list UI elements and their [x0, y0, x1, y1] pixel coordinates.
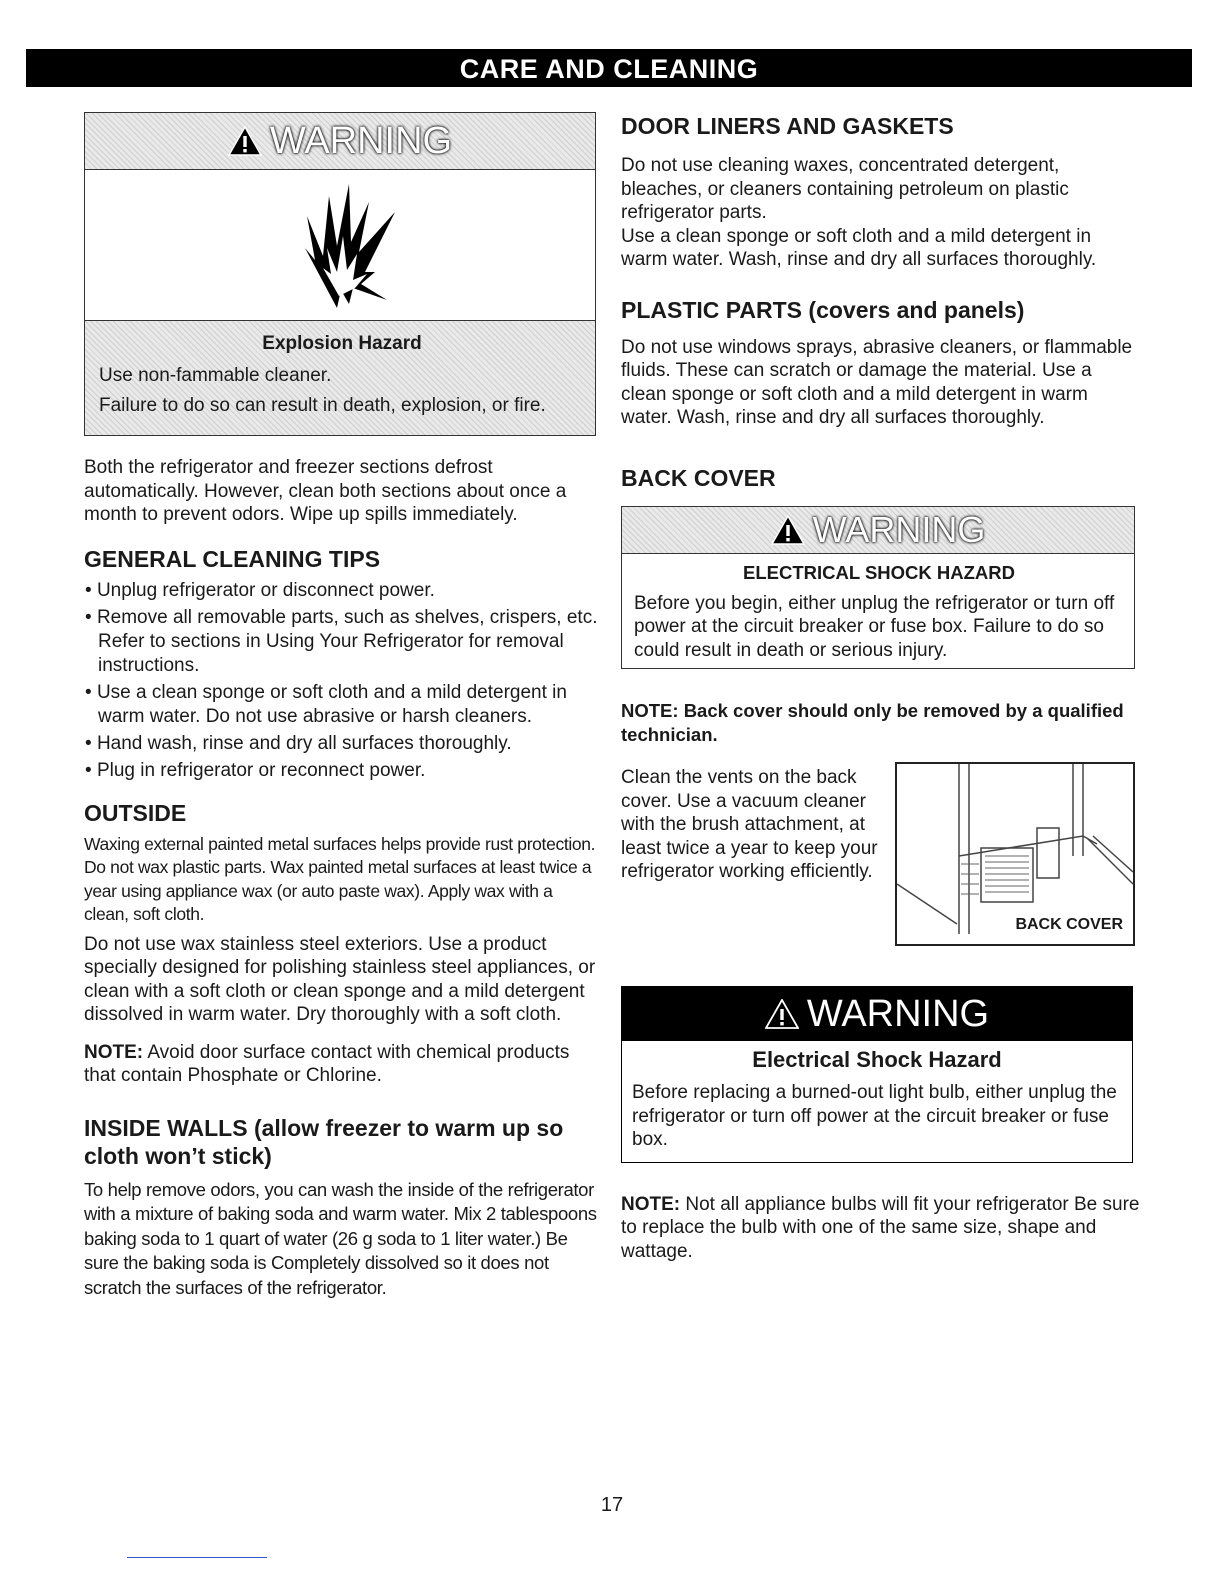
outside-paragraph-1: Waxing external painted metal surfaces helps provide rust protection. Do not wax plastic parts. Wax painted metal surfaces at least twice a year using appliance wax (or auto paste wax). Apply wax with a clean, soft cloth.	[84, 833, 596, 924]
hazard-title: Electrical Shock Hazard	[752, 1047, 1002, 1072]
outside-note	[84, 1041, 600, 1088]
list-item: • Plug in refrigerator or reconnect power.	[84, 759, 600, 783]
plastic-parts-heading: PLASTIC PARTS (covers and panels)	[621, 296, 1025, 323]
list-item: • Hand wash, rinse and dry all surfaces thoroughly.	[84, 732, 600, 756]
back-cover-figure	[895, 762, 1135, 946]
section-banner: CARE AND CLEANING	[26, 49, 1192, 87]
warning-triangle-icon	[228, 126, 262, 156]
warning-title: WARNING	[812, 508, 986, 550]
warning-header	[622, 507, 1134, 553]
bulb-warning-box	[621, 986, 1133, 1163]
warning-triangle-icon	[771, 515, 805, 545]
outside-heading: OUTSIDE	[84, 799, 187, 826]
plastic-parts-paragraph: Do not use windows sprays, abrasive cleaners, or flammable fluids. These can scratch or damage the material. Use a clean sponge or soft cloth and a mild detergent in warm water. Wash, rinse and dry all surfaces thoroughly.	[621, 336, 1133, 428]
back-cover-note: NOTE: Back cover should only be removed by a qualified technician.	[621, 700, 1124, 745]
warning-header	[622, 987, 1132, 1041]
hazard-title: ELECTRICAL SHOCK HAZARD	[742, 561, 1016, 583]
list-item: • Use a clean sponge or soft cloth and a mild detergent in warm water. Do not use abrasive or harsh cleaners.	[84, 681, 600, 729]
door-liners-paragraph-1: Do not use cleaning waxes, concentrated detergent, bleaches, or cleaners containing petroleum on plastic refrigerator parts.	[621, 155, 1069, 223]
figure-caption: BACK COVER	[1015, 916, 1123, 933]
page-number: 17	[600, 1494, 624, 1516]
footer-rule	[127, 1557, 267, 1558]
vents-section	[621, 766, 1141, 956]
general-tips-heading: GENERAL CLEANING TIPS	[84, 545, 381, 572]
warning-title: WARNING	[269, 120, 453, 162]
list-item: • Remove all removable parts, such as shelves, crispers, etc. Refer to sections in Using Your Refrigerator for removal instructions.	[84, 606, 600, 678]
door-liners-paragraph-2: Use a clean sponge or soft cloth and a mild detergent in warm water. Wash, rinse and dry all surfaces thoroughly.	[621, 225, 1097, 270]
warning-header	[85, 113, 595, 169]
warning-triangle-icon	[765, 999, 799, 1029]
explosion-icon	[257, 176, 417, 316]
list-item: • Unplug refrigerator or disconnect power.	[84, 579, 600, 603]
warning-body	[622, 553, 1134, 669]
warning-title: WARNING	[806, 993, 990, 1035]
left-column	[84, 112, 600, 1300]
warning-line: Use non-fammable cleaner.	[99, 365, 332, 386]
warning-line: Failure to do so can result in death, explosion, or fire.	[99, 395, 546, 416]
general-tips-list	[84, 579, 600, 783]
note-label: NOTE:	[84, 1041, 144, 1063]
back-cover-heading: BACK COVER	[621, 464, 776, 491]
back-cover-warning-box	[621, 506, 1135, 670]
note-text: Not all appliance bulbs will fit your refrigerator Be sure to replace the bulb with one of the same size, shape and wattage.	[621, 1193, 1140, 1262]
explosion-warning-text	[85, 321, 595, 435]
note-label: NOTE:	[621, 1193, 681, 1215]
explosion-pictogram-panel	[85, 169, 595, 321]
note-text: Avoid door surface contact with chemical products that contain Phosphate or Chlorine.	[84, 1041, 570, 1086]
intro-paragraph: Both the refrigerator and freezer sections defrost automatically. However, clean both sections about once a month to prevent odors. Wipe up spills immediately.	[84, 457, 567, 525]
bulb-note	[621, 1193, 1141, 1264]
door-liners-heading: DOOR LINERS AND GASKETS	[621, 113, 954, 139]
vents-paragraph: Clean the vents on the back cover. Use a vacuum cleaner with the brush attachment, at least twice a year to keep your refrigerator working efficiently.	[621, 767, 878, 882]
inside-walls-heading: INSIDE WALLS (allow freezer to warm up so cloth won’t stick)	[84, 1114, 564, 1169]
outside-paragraph-2: Do not use wax stainless steel exteriors. Use a product specially designed for polishing stainless steel appliances, or clean with a soft cloth or clean sponge and a mild detergent dissolved in warm water. Dry thoroughly with a soft cloth.	[84, 933, 596, 1025]
inside-walls-paragraph: To help remove odors, you can wash the inside of the refrigerator with a mixture of baking soda and warm water. Mix 2 tablespoons baking soda to 1 quart of water (26 g soda to 1 liter water.) Be sure the baking soda is Completely dissolved so it does not scratch the surfaces of the refrigerator.	[84, 1178, 597, 1298]
warning-text: Before replacing a burned-out light bulb, either unplug the refrigerator or turn off power at the circuit breaker or fuse box.	[632, 1082, 1117, 1150]
warning-body	[622, 1081, 1132, 1162]
hazard-title: Explosion Hazard	[262, 333, 422, 354]
warning-text: Before you begin, either unplug the refrigerator or turn off power at the circuit breaker or fuse box. Failure to do so could result in death or serious injury.	[634, 592, 1115, 661]
explosion-warning-box	[84, 112, 596, 436]
right-column	[621, 112, 1141, 1263]
